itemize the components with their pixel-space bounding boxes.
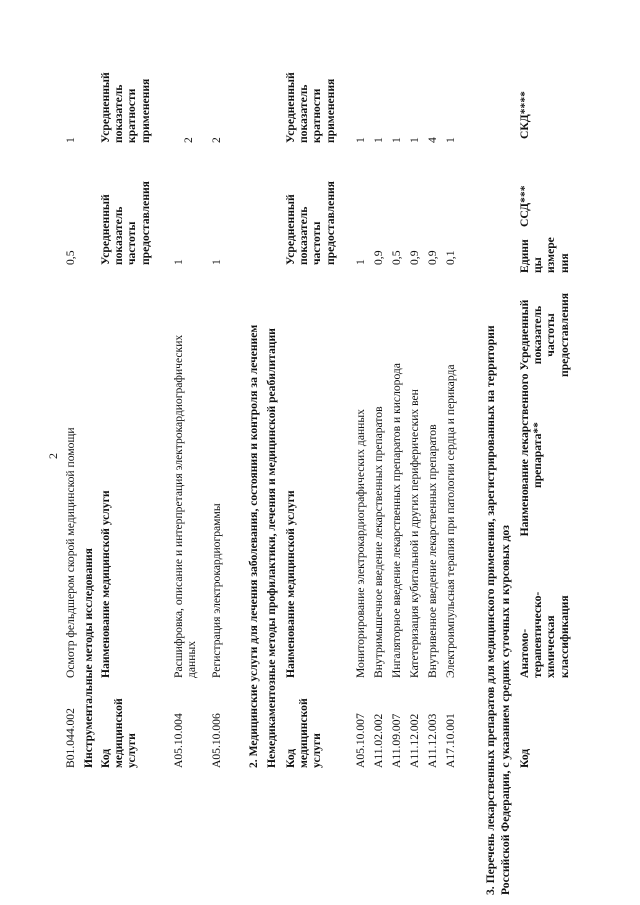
header-freq-line: Усредненный bbox=[284, 194, 297, 265]
table-row-name: Внутримышечное введение лекарственных препаратов bbox=[372, 406, 385, 678]
header-freq-line: предоставления bbox=[557, 293, 571, 377]
section2-header-name: Наименование медицинской услуги bbox=[284, 490, 297, 678]
header-mult-line: применения bbox=[323, 78, 337, 143]
table-row-mult: 1 bbox=[408, 137, 421, 143]
header-atc-line: химическая bbox=[544, 615, 558, 678]
table-row-freq: 0,9 bbox=[426, 250, 439, 265]
header-freq-line: показатель bbox=[112, 206, 126, 265]
header-freq-line: частоты bbox=[544, 313, 558, 357]
table-row-mult: 1 bbox=[372, 137, 385, 143]
header-atc-line: Анатомо- bbox=[518, 628, 531, 678]
table-row-name: Катетеризация кубитальной и других периферических вен bbox=[408, 389, 421, 678]
header-freq-line: частоты bbox=[125, 221, 139, 265]
header-code-line: медицинской bbox=[297, 698, 311, 768]
section3-title-line: Российской Федерации, с указанием средних суточных и курсовых доз bbox=[499, 525, 512, 895]
section3-title-line: 3. Перечень лекарственных препаратов для медицинского применения, зарегистрированных на территории bbox=[484, 325, 497, 895]
section1-header-code bbox=[99, 698, 139, 768]
table-row-mult: 4 bbox=[426, 137, 439, 143]
page-number: 2 bbox=[46, 453, 60, 459]
header-code-line: медицинской bbox=[112, 698, 126, 768]
section3-header-code: Код bbox=[518, 748, 531, 768]
table-row-mult: 2 bbox=[210, 137, 223, 143]
header-freq-line: Усредненный bbox=[518, 299, 531, 371]
table-row-name bbox=[172, 335, 198, 678]
table-row-freq: 1 bbox=[354, 259, 367, 265]
section1-header-name: Наименование медицинской услуги bbox=[99, 490, 112, 678]
header-atc-line: классификация bbox=[557, 595, 571, 678]
table-row-name: Регистрация электрокардиограммы bbox=[210, 503, 223, 678]
table-row-name: Ингаляторное введение лекарственных препаратов и кислорода bbox=[390, 363, 403, 678]
section2-header-mult bbox=[284, 72, 337, 143]
table-row-freq: 0,9 bbox=[408, 250, 421, 265]
table-row-name: Мониторирование электрокардиографических данных bbox=[354, 409, 367, 678]
table-row-mult: 1 bbox=[444, 137, 457, 143]
table-row-freq: 0,9 bbox=[372, 250, 385, 265]
header-mult-line: кратности bbox=[125, 88, 139, 143]
section3-header-freq bbox=[518, 285, 571, 385]
section3-header-ssd: ССД*** bbox=[518, 185, 531, 227]
header-code-line: услуги bbox=[125, 733, 139, 768]
table-row-code: A05.10.007 bbox=[354, 713, 367, 768]
header-code-line: Код bbox=[284, 748, 297, 768]
header-unit-line: цы bbox=[531, 257, 545, 273]
header-code-line: Код bbox=[99, 748, 112, 768]
header-freq-line: Усредненный bbox=[99, 194, 112, 265]
header-unit-line: Едини bbox=[518, 239, 531, 273]
table-row-code: A05.10.006 bbox=[210, 713, 223, 768]
header-mult-line: Усредненный bbox=[284, 72, 297, 143]
header-drug-line: Наименование лекарственного bbox=[518, 373, 531, 537]
row-name-line: Расшифровка, описание и интерпретация электрокардиографических bbox=[172, 334, 185, 678]
header-mult-line: показатель bbox=[112, 84, 126, 143]
top-row-freq: 0,5 bbox=[64, 250, 77, 265]
header-mult-line: кратности bbox=[310, 88, 324, 143]
section3-header-skd: СКД**** bbox=[518, 91, 531, 139]
table-row-code: A11.09.007 bbox=[390, 713, 403, 768]
table-row-code: A05.10.004 bbox=[172, 713, 185, 768]
section2-header-freq bbox=[284, 181, 337, 265]
table-row-freq: 1 bbox=[172, 259, 185, 265]
table-row-mult: 2 bbox=[182, 137, 195, 143]
row-name-line: данных bbox=[185, 640, 199, 678]
table-row-code: A11.12.002 bbox=[408, 713, 421, 768]
top-row-mult: 1 bbox=[64, 137, 77, 143]
header-code-line: услуги bbox=[310, 733, 324, 768]
table-row-mult: 1 bbox=[390, 137, 403, 143]
header-unit-line: ния bbox=[557, 253, 571, 273]
table-row-mult: 1 bbox=[354, 137, 367, 143]
header-drug-line: препарата** bbox=[531, 422, 545, 488]
section2-title: 2. Медицинские услуги для лечения заболевания, состояния и контроля за лечением bbox=[247, 324, 260, 768]
top-row-name: Осмотр фельдшером скорой медицинской помощи bbox=[64, 427, 77, 678]
section2-subtitle: Немедикаментозные методы профилактики, лечения и медицинской реабилитации bbox=[265, 328, 278, 768]
header-unit-line: измере bbox=[544, 237, 558, 273]
table-row-freq: 1 bbox=[210, 259, 223, 265]
section1-header-freq bbox=[99, 181, 152, 265]
section1-subtitle: Инструментальные методы исследования bbox=[82, 548, 95, 768]
table-row-code: A11.12.003 bbox=[426, 713, 439, 768]
table-row-name: Внутривенное введение лекарственных препаратов bbox=[426, 424, 439, 678]
table-row-code: A11.02.002 bbox=[372, 713, 385, 768]
table-row-freq: 0,5 bbox=[390, 250, 403, 265]
section1-header-mult bbox=[99, 72, 152, 143]
header-mult-line: Усредненный bbox=[99, 72, 112, 143]
section3-header-unit bbox=[518, 237, 571, 273]
header-freq-line: предоставления bbox=[138, 181, 152, 265]
table-row-freq: 0,1 bbox=[444, 250, 457, 265]
section2-header-code bbox=[284, 698, 324, 768]
section3-header-atc bbox=[518, 592, 571, 678]
top-row-code: B01.044.002 bbox=[64, 708, 77, 768]
header-freq-line: показатель bbox=[531, 305, 545, 365]
header-atc-line: терапевтическо- bbox=[531, 591, 545, 678]
table-row-code: A17.10.001 bbox=[444, 713, 457, 768]
header-freq-line: предоставления bbox=[323, 181, 337, 265]
header-mult-line: показатель bbox=[297, 84, 311, 143]
header-freq-line: показатель bbox=[297, 206, 311, 265]
header-freq-line: частоты bbox=[310, 221, 324, 265]
table-row-name: Электроимпульсная терапия при патологии сердца и перикарда bbox=[444, 364, 457, 678]
header-mult-line: применения bbox=[138, 78, 152, 143]
